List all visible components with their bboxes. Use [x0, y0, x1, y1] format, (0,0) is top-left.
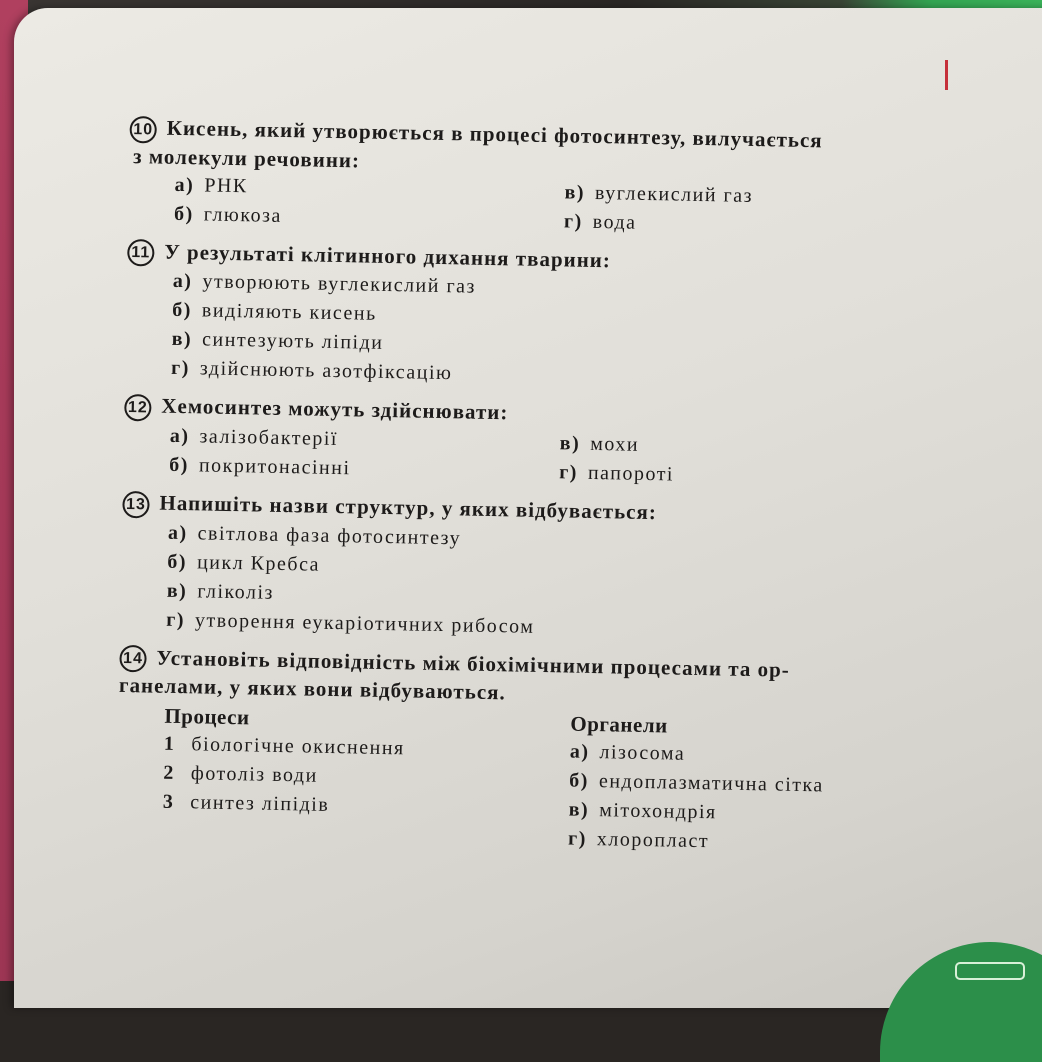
- organelle-item: а) лізосома: [569, 741, 686, 766]
- matching-table: [162, 702, 1019, 862]
- organelle-item: г) хлоропласт: [567, 827, 710, 853]
- option-item: в) синтезують ліпіди: [171, 328, 384, 355]
- question-10-line1: Кисень, який утворюється в процесі фотосинтезу, вилучається: [166, 115, 823, 153]
- question-12-title: 12 Хемосинтез можуть здійснювати:: [124, 392, 1024, 438]
- option-item: в) гліколіз: [166, 579, 275, 604]
- question-13-options: [166, 519, 1022, 651]
- question-number-badge: 14: [119, 645, 147, 673]
- question-11-options: [171, 267, 1027, 399]
- question-11: [125, 238, 1028, 400]
- question-13: [120, 489, 1023, 651]
- pen-mark: [945, 60, 948, 90]
- organelle-item: б) ендоплазматична сітка: [569, 769, 824, 797]
- question-10-line2: з молекули речовини:: [132, 143, 361, 173]
- option-item: г) утворення еукаріотичних рибосом: [166, 608, 535, 638]
- logo-frame: [955, 962, 1025, 980]
- option-item: а) РНК: [174, 173, 248, 197]
- option-item: б) виділяють кисень: [172, 299, 377, 326]
- processes-column: [162, 702, 571, 854]
- organelle-item: в) мітохондрія: [568, 798, 717, 824]
- question-12: [123, 392, 1024, 496]
- option-item: б) цикл Кребса: [167, 550, 321, 576]
- question-number-badge: 10: [129, 116, 157, 144]
- page-content: [116, 114, 1030, 873]
- option-item: г) вода: [563, 210, 637, 234]
- question-number-badge: 11: [127, 239, 155, 267]
- option-item: а) світлова фаза фотосинтезу: [167, 521, 462, 550]
- question-14-title: 14 Установіть відповідність між біохімічними процесами та ор-: [119, 644, 1019, 690]
- option-item: г) папороті: [558, 461, 675, 486]
- question-10: [128, 114, 1030, 245]
- question-number-badge: 12: [124, 394, 152, 422]
- process-item: 2 фотоліз води: [163, 762, 319, 788]
- question-14: [116, 644, 1020, 863]
- question-number-badge: 13: [122, 491, 150, 519]
- organelles-column: [568, 710, 961, 861]
- process-item: 3 синтез ліпідів: [162, 791, 330, 817]
- option-item: г) здійснюють азотфіксацію: [170, 357, 453, 385]
- option-item: в) мохи: [559, 432, 640, 456]
- option-item: б) глюкоза: [173, 202, 283, 227]
- option-item: в) вуглекислий газ: [564, 181, 754, 207]
- option-item: а) залізобактерії: [169, 424, 339, 451]
- option-item: б) покритонасінні: [169, 453, 351, 480]
- question-11-title: 11 У результаті клітинного дихання тварини:: [127, 238, 1027, 284]
- processes-header: Процеси: [164, 704, 250, 730]
- question-13-title: 13 Напишіть назви структур, у яких відбувається:: [122, 489, 1022, 535]
- question-14-line2: ганелами, у яких вони відбуваються.: [118, 673, 507, 705]
- process-item: 1 біологічне окиснення: [163, 733, 405, 760]
- option-item: а) утворюють вуглекислий газ: [172, 270, 477, 299]
- organelles-header: Органели: [570, 712, 668, 738]
